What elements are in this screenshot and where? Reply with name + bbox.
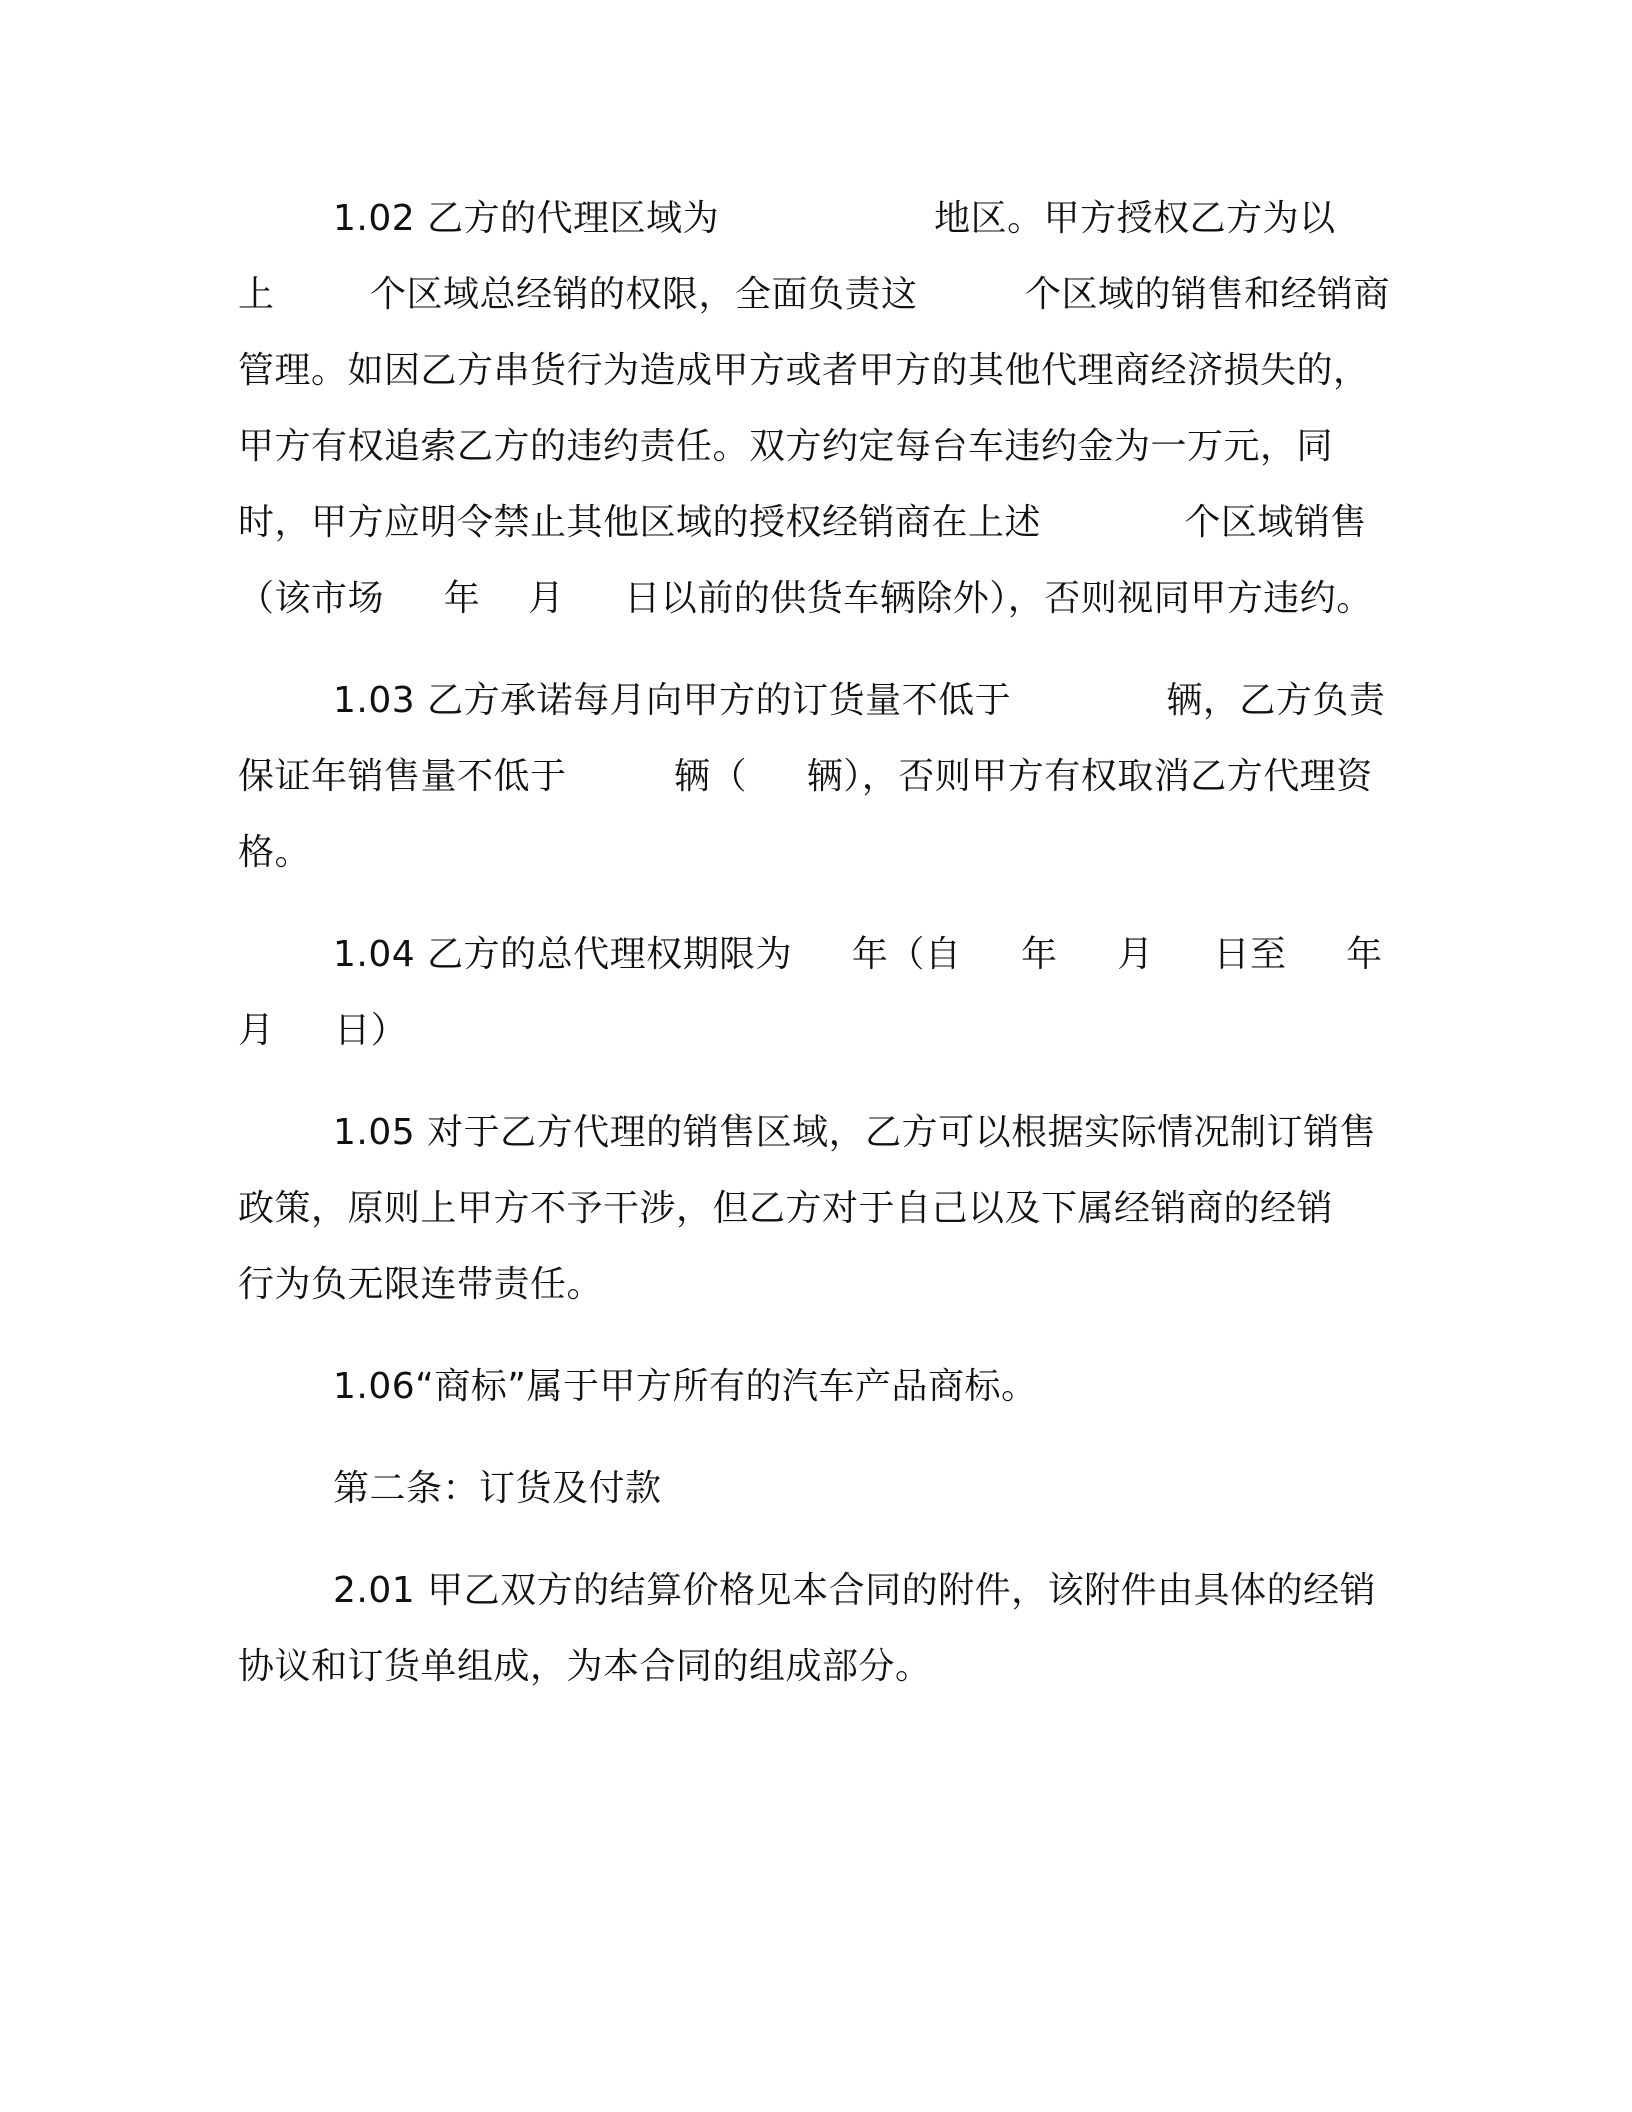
article-2-heading: 第二条：订货及付款 [333, 1468, 662, 1509]
para-1-05-line-3: 行为负无限连带责任。 [238, 1264, 604, 1305]
para-1-06-line-1: 1.06“商标”属于甲方所有的汽车产品商标。 [333, 1366, 1038, 1407]
para-2-01-line-1: 2.01 甲乙双方的结算价格见本合同的附件，该附件由具体的经销 [333, 1570, 1377, 1611]
para-1-04-line-1: 1.04 乙方的总代理权期限为 年（自 年 月 日至 年 [333, 934, 1383, 975]
para-1-02-line-6: （该市场 年 月 日以前的供货车辆除外），否则视同甲方违约。 [238, 578, 1373, 619]
para-1-02-line-3: 管理。如因乙方串货行为造成甲方或者甲方的其他代理商经济损失的， [238, 350, 1370, 391]
para-1-05-line-2: 政策，原则上甲方不予干涉，但乙方对于自己以及下属经销商的经销 [238, 1188, 1334, 1229]
para-1-05-line-1: 1.05 对于乙方代理的销售区域，乙方可以根据实际情况制订销售 [333, 1112, 1377, 1153]
para-2-01-line-2: 协议和订货单组成，为本合同的组成部分。 [238, 1646, 932, 1687]
para-1-04-line-2: 月 日） [238, 1010, 408, 1051]
para-1-03-line-1: 1.03 乙方承诺每月向甲方的订货量不低于 辆，乙方负责 [333, 680, 1386, 721]
para-1-03-line-3: 格。 [238, 832, 312, 873]
para-1-02-line-1: 1.02 乙方的代理区域为 地区。甲方授权乙方为以 [333, 198, 1336, 239]
para-1-02-line-5: 时，甲方应明令禁止其他区域的授权经销商在上述 个区域销售 [238, 502, 1367, 543]
para-1-03-line-2: 保证年销售量不低于 辆（ 辆），否则甲方有权取消乙方代理资 [238, 756, 1373, 797]
para-1-02-line-2: 上 个区域总经销的权限，全面负责这 个区域的销售和经销商 [238, 274, 1391, 315]
para-1-02-line-4: 甲方有权追索乙方的违约责任。双方约定每台车违约金为一万元，同 [238, 426, 1334, 467]
